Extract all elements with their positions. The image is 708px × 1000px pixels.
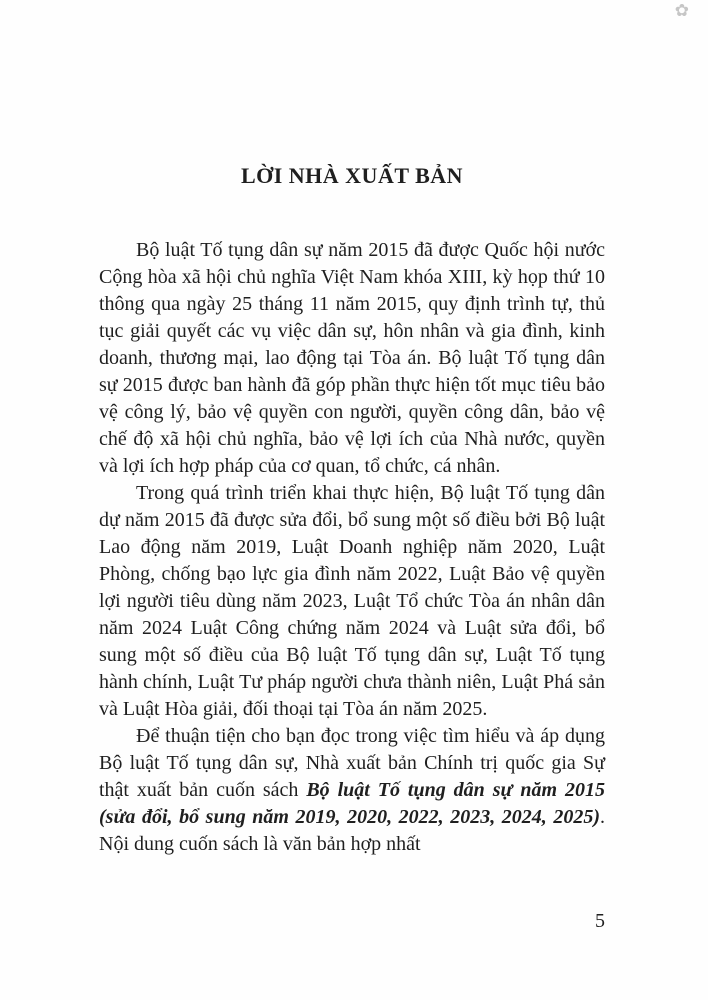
page-number: 5	[595, 910, 605, 932]
paragraph-3	[99, 723, 605, 858]
paragraph-3-text-before: Để thuận tiện cho bạn đọc trong việc tìm hiểu và áp dụng Bộ luật Tố tụng dân sự, Nhà xuất bản Chính trị quốc gia Sự thật xuất bản cuốn sách	[99, 725, 605, 801]
page-title: LỜI NHÀ XUẤT BẢN	[240, 163, 464, 188]
book-title-emphasis: Bộ luật Tố tụng dân sự năm 2015 (sửa đổi, bổ sung năm 2019, 2020, 2022, 2023, 2024, 2025)	[99, 779, 605, 828]
paragraph-1: Bộ luật Tố tụng dân sự năm 2015 đã được Quốc hội nước Cộng hòa xã hội chủ nghĩa Việt Nam khóa XIII, kỳ họp thứ 10 thông qua ngày 25 tháng 11 năm 2015, quy định trình tự, thủ tục giải quyết các vụ việc dân sự, hôn nhân và gia đình, kinh doanh, thương mại, lao động tại Tòa án. Bộ luật Tố tụng dân sự 2015 được ban hành đã góp phần thực hiện tốt mục tiêu bảo vệ công lý, bảo vệ quyền con người, quyền công dân, bảo vệ chế độ xã hội chủ nghĩa, bảo vệ lợi ích của Nhà nước, quyền và lợi ích hợp pháp của cơ quan, tổ chức, cá nhân.	[99, 239, 605, 477]
page-content	[99, 162, 605, 858]
paragraph-2: Trong quá trình triển khai thực hiện, Bộ luật Tố tụng dân dự năm 2015 đã được sửa đổi, bổ sung một số điều bởi Bộ luật Lao động năm 2019, Luật Doanh nghiệp năm 2020, Luật Phòng, chống bạo lực gia đình năm 2022, Luật Bảo vệ quyền lợi người tiêu dùng năm 2023, Luật Tổ chức Tòa án nhân dân năm 2024 Luật Công chứng năm 2024 và Luật sửa đổi, bổ sung một số điều của Bộ luật Tố tụng dân sự, Luật Tố tụng hành chính, Luật Tư pháp người chưa thành niên, Luật Phá sản và Luật Hòa giải, đối thoại tại Tòa án năm 2025.	[99, 482, 605, 720]
flower-ornament-icon: ✿	[674, 1, 689, 20]
paragraph-3-text-after: . Nội dung cuốn sách là văn bản hợp nhất	[99, 806, 605, 855]
